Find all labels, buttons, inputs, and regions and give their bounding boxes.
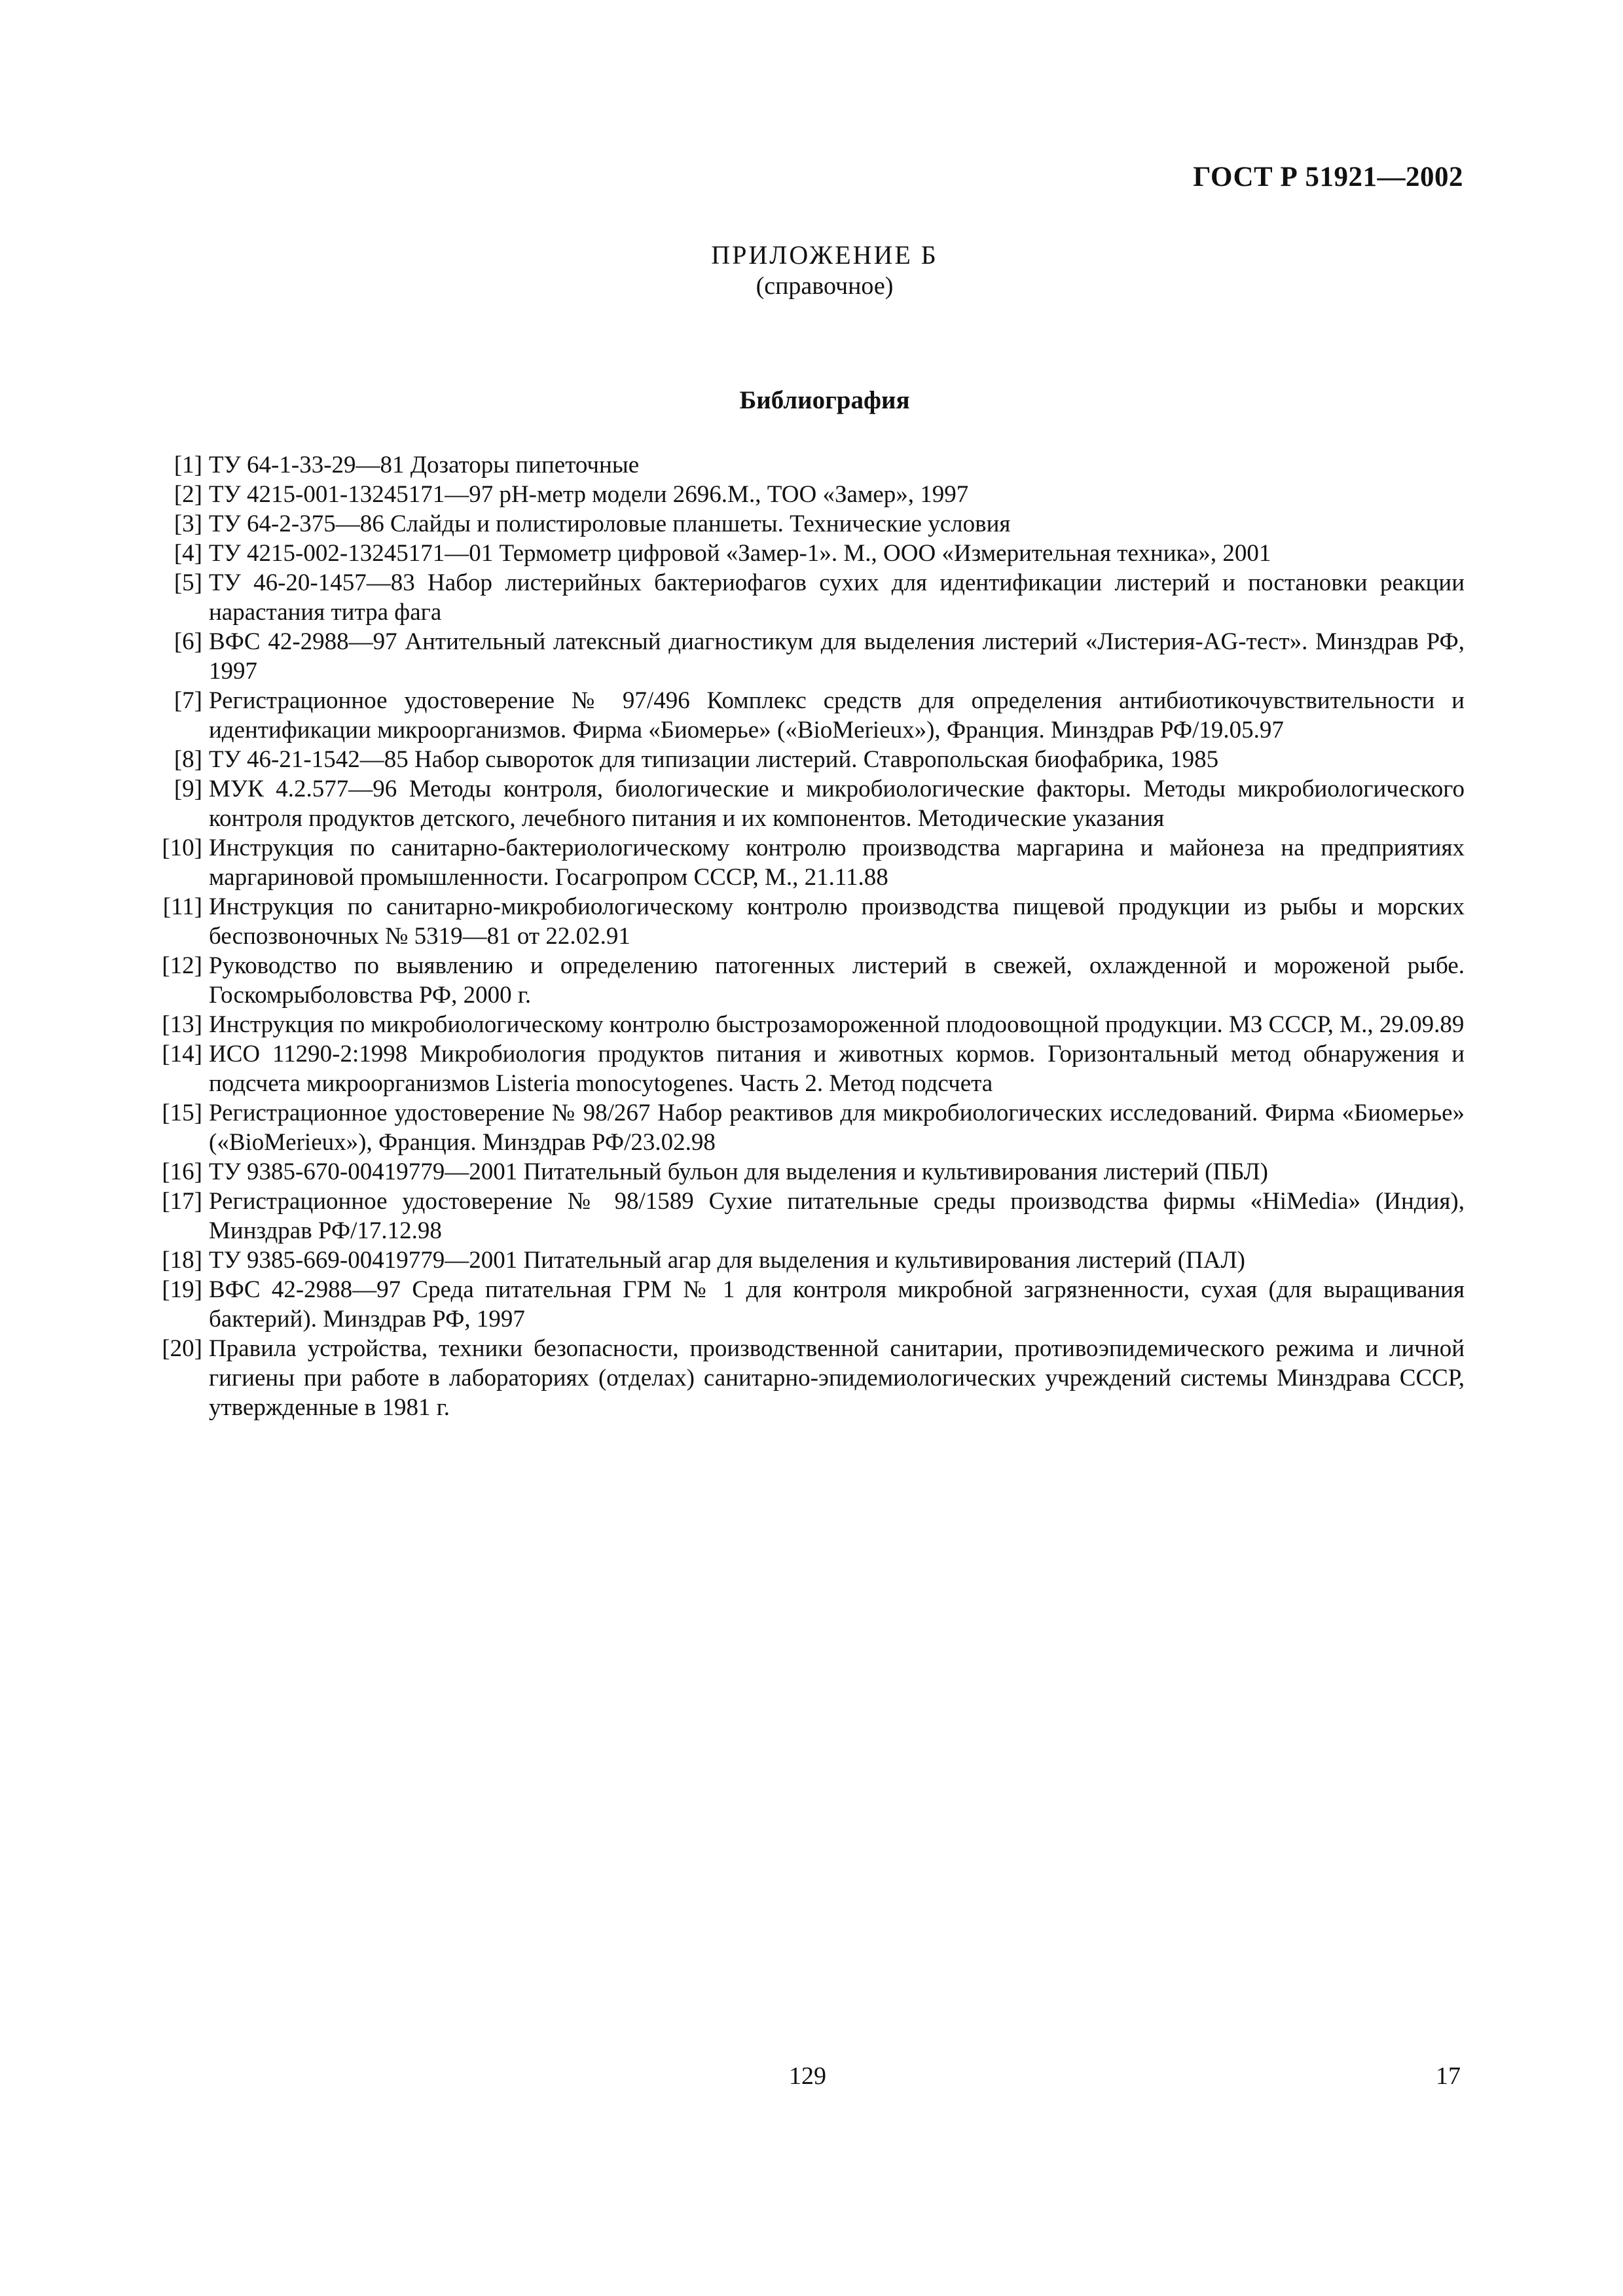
reference-text: Регистрационное удостоверение № 98/1589 Сухие питательные среды производства фирмы «HiMedia» (Индия), Минздрав РФ/17.12.98 — [209, 1188, 1465, 1244]
bibliography-item — [151, 509, 1465, 539]
bibliography-item — [151, 1275, 1465, 1334]
reference-text: Регистрационное удостоверение № 98/267 Набор реактивов для микробиологических исследований. Фирма «Биомерье» («BioMerieux»), Франция. Минздрав РФ/23.02.98 — [209, 1100, 1465, 1156]
bibliography-heading: Библиография — [739, 386, 910, 414]
reference-text: ТУ 4215-002-13245171—01 Термометр цифровой «Замер-1». М., ООО «Измерительная техника», 2001 — [209, 540, 1271, 567]
reference-number: [18] — [162, 1247, 202, 1274]
reference-text: Инструкция по санитарно-микробиологическому контролю производства пищевой продукции из рыбы и морских беспозвоночных № 5319—81 от 22.02.91 — [209, 893, 1465, 950]
reference-number: [9] — [173, 776, 202, 802]
bibliography-item — [151, 951, 1465, 1010]
bibliography-item — [151, 1010, 1465, 1039]
reference-number: [7] — [173, 687, 202, 714]
bibliography-item — [151, 627, 1465, 686]
reference-text: ТУ 46-20-1457—83 Набор листерийных бактериофагов сухих для идентификации листерий и постановки реакции нарастания титра фага — [209, 569, 1465, 626]
reference-text: ТУ 9385-669-00419779—2001 Питательный агар для выделения и культивирования листерий (ПАЛ) — [209, 1247, 1245, 1274]
bibliography-item — [151, 1246, 1465, 1275]
reference-text: МУК 4.2.577—96 Методы контроля, биологические и микробиологические факторы. Методы микробиологического контроля продуктов детского, лечебного питания и их компонентов. Методические указания — [209, 776, 1465, 832]
reference-number: [20] — [162, 1335, 202, 1362]
reference-text: Руководство по выявлению и определению патогенных листерий в свежей, охлажденной и мороженой рыбе. Госкомрыболовства РФ, 2000 г. — [209, 952, 1465, 1009]
reference-text: Инструкция по микробиологическому контролю быстрозамороженной плодоовощной продукции. МЗ СССР, М., 29.09.89 — [209, 1011, 1465, 1038]
bibliography-list — [151, 450, 1465, 1422]
bibliography-item — [151, 1157, 1465, 1187]
bibliography-item — [151, 1187, 1465, 1246]
reference-number: [10] — [162, 834, 202, 861]
reference-number: [14] — [162, 1041, 202, 1067]
bibliography-item — [151, 774, 1465, 833]
reference-text: ВФС 42-2988—97 Антительный латексный диагностикум для выделения листерий «Листерия-AG-тест». Минздрав РФ, 1997 — [209, 628, 1465, 685]
reference-text: ТУ 9385-670-00419779—2001 Питательный бульон для выделения и культивирования листерий (ПБЛ) — [209, 1158, 1268, 1185]
reference-number: [2] — [173, 481, 202, 508]
reference-number: [12] — [162, 952, 202, 979]
reference-number: [19] — [162, 1276, 202, 1303]
bibliography-item — [151, 480, 1465, 509]
reference-text: Инструкция по санитарно-бактериологическому контролю производства маргарина и майонеза на предприятиях маргариновой промышленности. Госагропром СССР, М., 21.11.88 — [209, 834, 1465, 891]
reference-number: [4] — [173, 540, 202, 567]
reference-number: [8] — [173, 746, 202, 773]
reference-number: [3] — [173, 511, 202, 537]
page-number-center: 129 — [789, 2062, 826, 2090]
reference-number: [16] — [162, 1158, 202, 1185]
bibliography-item — [151, 833, 1465, 892]
reference-text: Правила устройства, техники безопасности, производственной санитарии, противоэпидемического режима и личной гигиены при работе в лабораториях (отделах) санитарно-эпидемиологических учреждений системы Минздрава СССР, утвержденные в 1981 г. — [209, 1335, 1465, 1421]
bibliography-item — [151, 539, 1465, 568]
bibliography-item — [151, 892, 1465, 951]
appendix-title: ПРИЛОЖЕНИЕ Б — [711, 240, 938, 270]
reference-text: ТУ 46-21-1542—85 Набор сывороток для типизации листерий. Ставропольская биофабрика, 1985 — [209, 746, 1219, 773]
reference-text: ТУ 4215-001-13245171—97 рН-метр модели 2696.М., ТОО «Замер», 1997 — [209, 481, 969, 508]
reference-number: [5] — [173, 569, 202, 596]
reference-number: [17] — [162, 1188, 202, 1215]
bibliography-item — [151, 1098, 1465, 1157]
reference-number: [6] — [173, 628, 202, 655]
document-code: ГОСТ Р 51921—2002 — [1193, 162, 1463, 192]
reference-text: ТУ 64-2-375—86 Слайды и полистироловые планшеты. Технические условия — [209, 511, 1011, 537]
bibliography-item — [151, 1039, 1465, 1098]
reference-number: [13] — [162, 1011, 202, 1038]
reference-number: [11] — [162, 893, 202, 920]
appendix-note: (справочное) — [756, 272, 894, 300]
reference-text: ИСО 11290-2:1998 Микробиология продуктов питания и животных кормов. Горизонтальный метод обнаружения и подсчета микроорганизмов Listeria monocytogenes. Часть 2. Метод подсчета — [209, 1041, 1465, 1097]
reference-text: ТУ 64-1-33-29—81 Дозаторы пипеточные — [209, 452, 640, 478]
reference-number: [1] — [173, 452, 202, 478]
bibliography-item — [151, 745, 1465, 774]
appendix-header — [0, 240, 1623, 301]
bibliography-item — [151, 1334, 1465, 1422]
reference-text: ВФС 42-2988—97 Среда питательная ГРМ № 1 для контроля микробной загрязненности, сухая (для выращивания бактерий). Минздрав РФ, 1997 — [209, 1276, 1465, 1333]
reference-number: [15] — [162, 1100, 202, 1126]
page-number-right: 17 — [1436, 2062, 1461, 2090]
bibliography-item — [151, 568, 1465, 627]
bibliography-item — [151, 450, 1465, 480]
bibliography-item — [151, 686, 1465, 745]
reference-text: Регистрационное удостоверение № 97/496 Комплекс средств для определения антибиотикочувствительности и идентификации микроорганизмов. Фирма «Биомерье» («BioMerieux»), Франция. Минздрав РФ/19.05.97 — [209, 687, 1465, 744]
